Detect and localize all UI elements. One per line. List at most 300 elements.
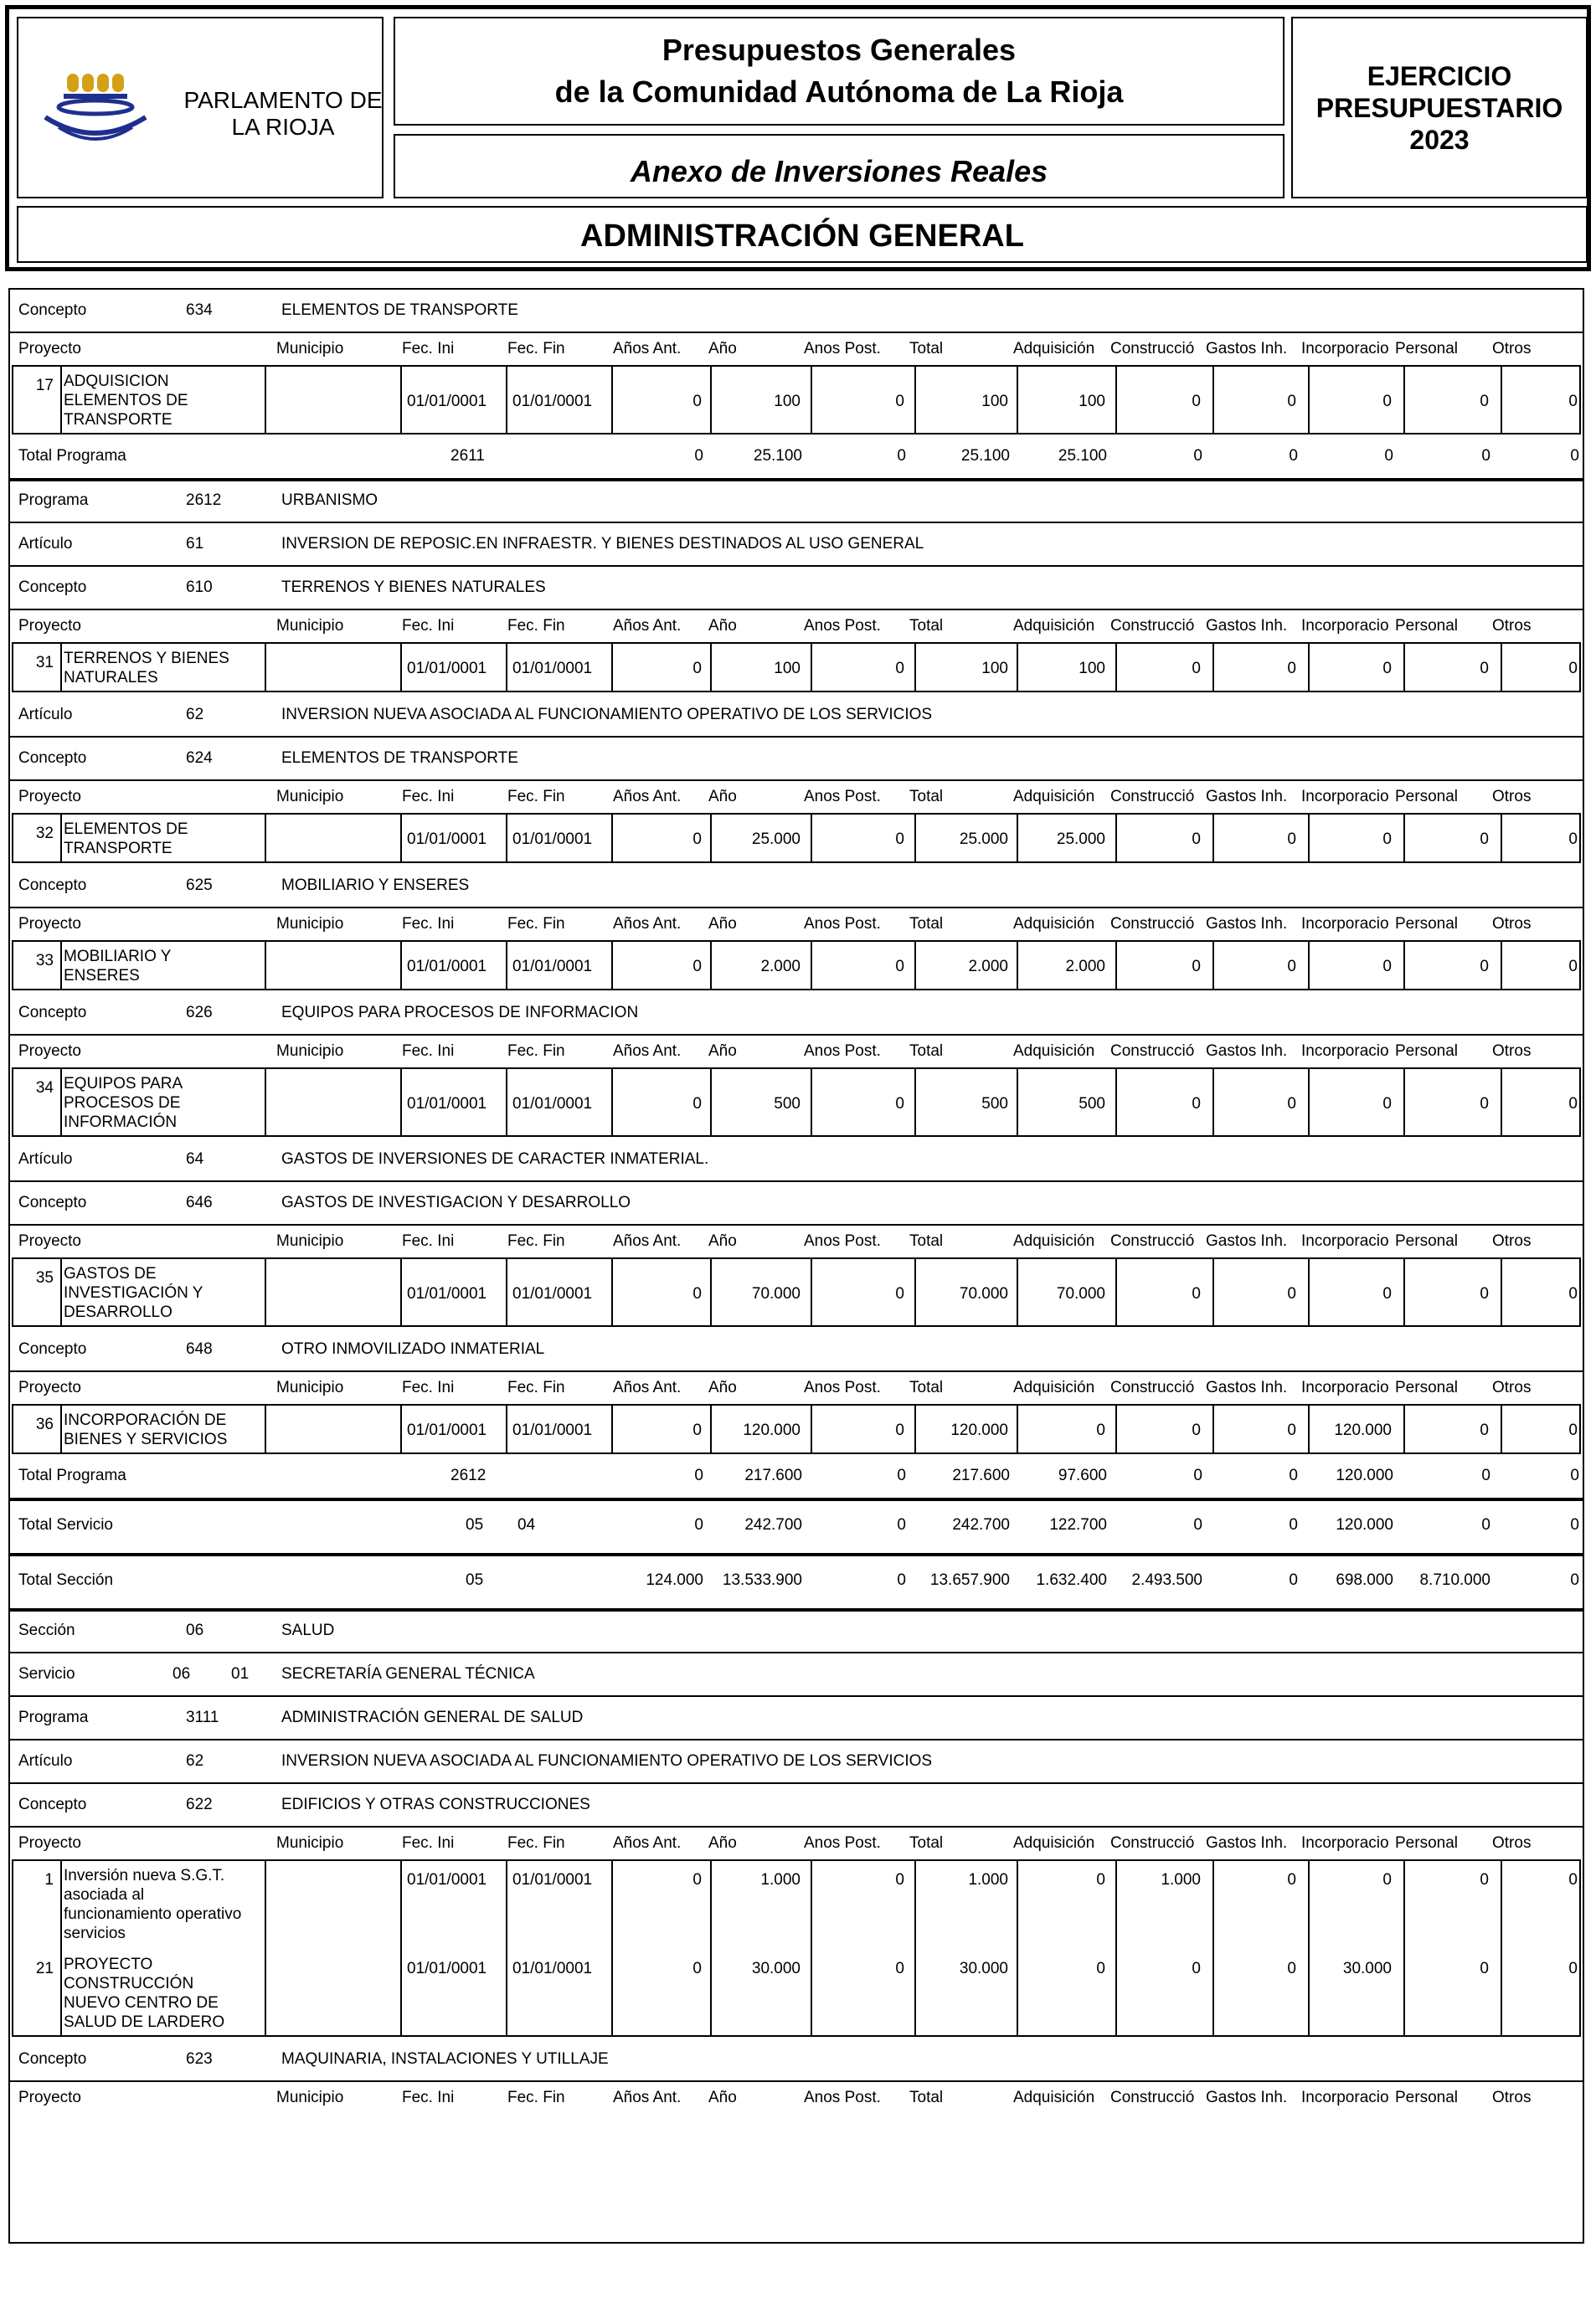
column-header: Municipio (276, 915, 344, 933)
total-value: 0 (897, 447, 906, 465)
row-artculo-64 (8, 1137, 1584, 1180)
column-header: Años Ant. (613, 340, 682, 357)
cell-border (914, 644, 916, 691)
cell-border (1501, 1259, 1502, 1325)
column-header: Otros (1492, 617, 1532, 635)
column-header-row (8, 1826, 1584, 1859)
amount-value: 120.000 (743, 1422, 801, 1439)
project-name-line: TERRENOS Y BIENES (64, 650, 229, 667)
cell-border (1501, 1406, 1502, 1452)
row-label: Concepto (18, 1194, 87, 1211)
row-code: 626 (186, 1004, 213, 1021)
column-header: Otros (1492, 1232, 1532, 1250)
row-code: 625 (186, 877, 213, 894)
project-name-line: GASTOS DE (64, 1265, 157, 1283)
column-header-row (8, 332, 1584, 365)
cell-border (60, 1259, 62, 1325)
row-description: OTRO INMOVILIZADO INMATERIAL (281, 1340, 545, 1358)
column-header: Fec. Ini (402, 1834, 455, 1852)
amount-value: 0 (1287, 830, 1296, 848)
column-header: Otros (1492, 788, 1532, 805)
project-name-line: TRANSPORTE (64, 840, 172, 857)
project-box (12, 1257, 1581, 1327)
cell-border (811, 1259, 812, 1325)
cell-border (1212, 1861, 1214, 2035)
amount-value: 500 (774, 1094, 801, 1113)
column-header: Personal (1395, 915, 1458, 933)
amount-value: 0 (1382, 660, 1392, 677)
row-code: 3111 (186, 1709, 219, 1726)
column-header: Anos Post. (804, 617, 881, 635)
row-code2: 01 (231, 1665, 250, 1683)
total-value: 0 (1384, 447, 1393, 465)
amount-value: 0 (1480, 392, 1489, 410)
cell-border (914, 942, 916, 989)
total-code: 2611 (450, 447, 485, 465)
column-header: Total (909, 2089, 944, 2106)
cell-border (265, 942, 266, 989)
project-number: 1 (44, 1871, 54, 1889)
amount-value: 0 (1287, 1284, 1296, 1303)
column-header: Anos Post. (804, 1232, 881, 1250)
cell-border (1115, 367, 1117, 433)
row-code: 610 (186, 578, 213, 596)
cell-border (1212, 942, 1214, 989)
cell-border (914, 1406, 916, 1452)
column-header: Anos Post. (804, 788, 881, 805)
cell-border (1501, 367, 1502, 433)
amount-value: 0 (895, 1960, 904, 1977)
amount-value: 30.000 (751, 1960, 801, 1977)
cell-border (914, 367, 916, 433)
fec-fin: 01/01/0001 (512, 1871, 593, 1889)
row-label: Concepto (18, 749, 87, 767)
cell-border (506, 1259, 507, 1325)
column-header: Adquisición (1013, 617, 1095, 635)
amount-value: 0 (1480, 1960, 1489, 1977)
cell-border (506, 1861, 507, 2035)
cell-border (914, 815, 916, 861)
column-header-row (8, 2080, 1584, 2114)
column-header: Año (708, 1834, 737, 1852)
column-header: Gastos Inh. (1206, 617, 1288, 635)
cell-border (1501, 1069, 1502, 1135)
cell-border (506, 815, 507, 861)
cell-border (1403, 644, 1405, 691)
cell-border (1017, 1406, 1018, 1452)
total-value: 25.100 (1058, 447, 1107, 465)
amount-value: 0 (1568, 830, 1578, 848)
cell-border (265, 367, 266, 433)
cell-border (506, 942, 507, 989)
fec-ini: 01/01/0001 (407, 392, 487, 410)
total-value: 0 (694, 1467, 703, 1484)
row-description: INVERSION NUEVA ASOCIADA AL FUNCIONAMIENTO OPERATIVO DE LOS SERVICIOS (281, 706, 933, 723)
row-concepto-622 (8, 1782, 1584, 1826)
project-number: 35 (35, 1269, 54, 1287)
column-header: Personal (1395, 1042, 1458, 1060)
amount-value: 2.000 (968, 958, 1008, 975)
cell-border (60, 367, 62, 433)
column-header: Municipio (276, 2089, 344, 2106)
cell-border (1115, 1861, 1117, 2035)
column-header: Años Ant. (613, 2089, 682, 2106)
project-name-line: asociada al (64, 1886, 145, 1904)
cell-border (1403, 1406, 1405, 1452)
row-artculo-62 (8, 1739, 1584, 1782)
amount-value: 0 (1096, 1960, 1105, 1977)
row-programa-2612 (8, 478, 1584, 522)
cell-border (710, 1861, 712, 2035)
cell-border (400, 942, 402, 989)
column-header: Anos Post. (804, 2089, 881, 2106)
column-header: Municipio (276, 1232, 344, 1250)
column-header: Proyecto (18, 1232, 81, 1250)
row-code: 64 (186, 1150, 204, 1168)
amount-value: 100 (981, 392, 1008, 410)
cell-border (506, 1406, 507, 1452)
cell-border (60, 1861, 62, 2035)
row-description: URBANISMO (281, 491, 378, 509)
amount-value: 0 (1287, 1960, 1296, 1977)
fec-fin: 01/01/0001 (512, 660, 593, 677)
total-value: 0 (1289, 447, 1298, 465)
row-description: TERRENOS Y BIENES NATURALES (281, 578, 546, 596)
cell-border (400, 1259, 402, 1325)
row-description: MAQUINARIA, INSTALACIONES Y UTILLAJE (281, 2050, 609, 2068)
total-value: 0 (1481, 1467, 1490, 1484)
row-label: Concepto (18, 877, 87, 894)
cell-border (611, 942, 613, 989)
cell-border (710, 942, 712, 989)
cell-border (611, 1406, 613, 1452)
column-header: Fec. Fin (507, 915, 565, 933)
column-header: Proyecto (18, 1834, 81, 1852)
column-header: Municipio (276, 1042, 344, 1060)
amount-value: 100 (1079, 660, 1105, 677)
column-header: Fec. Fin (507, 1232, 565, 1250)
column-header: Adquisición (1013, 915, 1095, 933)
cell-border (1115, 815, 1117, 861)
project-name-line: SALUD DE LARDERO (64, 2013, 225, 2031)
row-description: GASTOS DE INVERSIONES DE CARACTER INMATERIAL. (281, 1150, 709, 1168)
cell-border (400, 367, 402, 433)
column-header: Gastos Inh. (1206, 915, 1288, 933)
amount-value: 25.000 (751, 830, 801, 848)
amount-value: 0 (1192, 1960, 1201, 1977)
column-header: Fec. Fin (507, 1834, 565, 1852)
column-header: Construcció (1110, 915, 1195, 933)
column-header: Proyecto (18, 915, 81, 933)
amount-value: 0 (1480, 1094, 1489, 1113)
total-value: 0 (1481, 1516, 1490, 1534)
row-artculo-61 (8, 522, 1584, 565)
column-header: Proyecto (18, 788, 81, 805)
column-header: Construcció (1110, 340, 1195, 357)
row-concepto-610 (8, 565, 1584, 609)
cell-border (1403, 367, 1405, 433)
total-value: 0 (1289, 1516, 1298, 1534)
cell-border (1501, 942, 1502, 989)
amount-value: 0 (1287, 958, 1296, 975)
cell-border (1115, 1069, 1117, 1135)
column-header: Años Ant. (613, 1379, 682, 1396)
cell-border (400, 1861, 402, 2035)
row-label: Artículo (18, 1752, 73, 1770)
cell-border (506, 1069, 507, 1135)
cell-border (265, 815, 266, 861)
row-description: MOBILIARIO Y ENSERES (281, 877, 470, 894)
column-header: Año (708, 1042, 737, 1060)
cell-border (811, 1406, 812, 1452)
total-value: 8.710.000 (1419, 1571, 1490, 1589)
ejercicio-box (1291, 17, 1588, 198)
column-header: Construcció (1110, 2089, 1195, 2106)
column-header: Año (708, 1232, 737, 1250)
cell-border (710, 1406, 712, 1452)
total-value: 122.700 (1049, 1516, 1107, 1534)
column-header: Proyecto (18, 617, 81, 635)
column-header: Fec. Ini (402, 1042, 455, 1060)
fec-ini: 01/01/0001 (407, 830, 487, 848)
column-header: Adquisición (1013, 788, 1095, 805)
amount-value: 0 (692, 1960, 702, 1977)
ejercicio-line2: PRESUPUESTARIO (1315, 92, 1563, 123)
amount-value: 0 (1480, 830, 1489, 848)
amount-value: 0 (1192, 392, 1201, 410)
row-code: 622 (186, 1796, 213, 1813)
total-value: 13.533.900 (722, 1571, 802, 1589)
cell-border (1115, 1259, 1117, 1325)
amount-value: 0 (692, 958, 702, 975)
column-header-row (8, 1034, 1584, 1067)
project-name-line: MOBILIARIO Y (64, 948, 172, 965)
amount-value: 0 (1480, 1284, 1489, 1303)
cell-border (265, 644, 266, 691)
total-code: 05 (466, 1571, 484, 1589)
total-value: 0 (1570, 1571, 1579, 1589)
total-value: 242.700 (744, 1516, 802, 1534)
column-header: Año (708, 788, 737, 805)
column-header-row (8, 1224, 1584, 1257)
amount-value: 500 (981, 1094, 1008, 1113)
column-header: Construcció (1110, 1232, 1195, 1250)
total-value: 217.600 (744, 1467, 802, 1484)
project-name-line: BIENES Y SERVICIOS (64, 1431, 228, 1448)
column-header: Adquisición (1013, 1834, 1095, 1852)
amount-value: 0 (1287, 1422, 1296, 1439)
total-value: 0 (1289, 1571, 1298, 1589)
column-header: Total (909, 1232, 944, 1250)
column-header: Fec. Fin (507, 788, 565, 805)
column-header: Fec. Fin (507, 2089, 565, 2106)
column-header: Otros (1492, 1834, 1532, 1852)
column-header: Proyecto (18, 2089, 81, 2106)
project-name-line: NUEVO CENTRO DE (64, 1994, 219, 2012)
column-header: Total (909, 788, 944, 805)
column-header: Anos Post. (804, 915, 881, 933)
total-value: 0 (694, 447, 703, 465)
column-header: Incorporacio (1301, 617, 1389, 635)
row-description: SALUD (281, 1622, 335, 1639)
fec-fin: 01/01/0001 (512, 1960, 593, 1977)
project-name-line: TRANSPORTE (64, 411, 172, 429)
row-label: Concepto (18, 301, 87, 319)
column-header: Construcció (1110, 1042, 1195, 1060)
amount-value: 0 (692, 1422, 702, 1439)
cell-border (811, 942, 812, 989)
title-box (394, 17, 1285, 126)
amount-value: 0 (692, 1284, 702, 1303)
column-header: Adquisición (1013, 1232, 1095, 1250)
column-header: Otros (1492, 915, 1532, 933)
total-value: 698.000 (1336, 1571, 1393, 1589)
amount-value: 0 (1382, 1871, 1392, 1889)
amount-value: 70.000 (959, 1284, 1008, 1303)
cell-border (811, 815, 812, 861)
amount-value: 0 (1096, 1422, 1105, 1439)
cell-border (1115, 942, 1117, 989)
total-value: 0 (1289, 1467, 1298, 1484)
org-box (17, 17, 384, 198)
cell-border (1403, 942, 1405, 989)
total-value: 0 (1570, 1467, 1579, 1484)
project-name-line: EQUIPOS PARA (64, 1075, 183, 1093)
cell-border (1501, 1861, 1502, 2035)
column-header: Fec. Fin (507, 1042, 565, 1060)
amount-value: 0 (1192, 830, 1201, 848)
cell-border (1017, 1069, 1018, 1135)
project-number: 32 (35, 825, 54, 842)
column-header: Fec. Ini (402, 1232, 455, 1250)
column-header: Fec. Ini (402, 2089, 455, 2106)
cell-border (60, 1406, 62, 1452)
project-name (64, 1411, 261, 1449)
investment-table (8, 288, 1584, 2244)
column-header: Gastos Inh. (1206, 1232, 1288, 1250)
amount-value: 0 (895, 1422, 904, 1439)
amount-value: 0 (692, 830, 702, 848)
column-header: Total (909, 340, 944, 357)
row-concepto-648 (8, 1327, 1584, 1370)
total-programa (8, 1454, 1584, 1498)
row-concepto-623 (8, 2037, 1584, 2080)
total-value: 25.100 (960, 447, 1010, 465)
project-name-line: NATURALES (64, 669, 158, 686)
amount-value: 0 (1480, 1871, 1489, 1889)
cell-border (1212, 1069, 1214, 1135)
cell-border (400, 815, 402, 861)
column-header: Personal (1395, 340, 1458, 357)
amount-value: 120.000 (950, 1422, 1008, 1439)
column-header: Años Ant. (613, 915, 682, 933)
cell-border (1501, 815, 1502, 861)
amount-value: 0 (1568, 958, 1578, 975)
cell-border (611, 1069, 613, 1135)
row-label: Artículo (18, 535, 73, 553)
row-concepto-634 (8, 288, 1584, 332)
project-box (12, 1067, 1581, 1137)
row-concepto-625 (8, 863, 1584, 907)
column-header: Años Ant. (613, 1232, 682, 1250)
amount-value: 25.000 (959, 830, 1008, 848)
column-header: Anos Post. (804, 1379, 881, 1396)
column-header: Municipio (276, 788, 344, 805)
row-concepto-646 (8, 1180, 1584, 1224)
cell-border (60, 644, 62, 691)
column-header: Incorporacio (1301, 788, 1389, 805)
project-box (12, 642, 1581, 692)
total-value: 0 (1193, 447, 1202, 465)
cell-border (611, 644, 613, 691)
amount-value: 70.000 (751, 1284, 801, 1303)
column-header: Personal (1395, 1379, 1458, 1396)
column-header: Gastos Inh. (1206, 2089, 1288, 2106)
amount-value: 0 (692, 1871, 702, 1889)
project-name-line: PROYECTO (64, 1956, 153, 1973)
total-programa (8, 434, 1584, 478)
project-name (64, 1955, 261, 2032)
amount-value: 100 (774, 392, 801, 410)
cell-border (265, 1259, 266, 1325)
cell-border (611, 367, 613, 433)
total-label: Total Programa (18, 447, 126, 465)
cell-border (811, 1069, 812, 1135)
cell-border (265, 1861, 266, 2035)
column-header: Fec. Fin (507, 1379, 565, 1396)
amount-value: 100 (774, 660, 801, 677)
column-header: Gastos Inh. (1206, 1834, 1288, 1852)
column-header: Construcció (1110, 1834, 1195, 1852)
row-description: ELEMENTOS DE TRANSPORTE (281, 749, 518, 767)
column-header: Año (708, 915, 737, 933)
project-name (64, 372, 261, 429)
project-box (12, 1404, 1581, 1454)
column-header: Anos Post. (804, 1834, 881, 1852)
row-seccin-06 (8, 1608, 1584, 1652)
row-code: 06 (186, 1622, 204, 1639)
fec-fin: 01/01/0001 (512, 958, 593, 975)
column-header: Personal (1395, 1232, 1458, 1250)
cell-border (1212, 367, 1214, 433)
column-header: Años Ant. (613, 1042, 682, 1060)
amount-value: 0 (895, 958, 904, 975)
amount-value: 0 (895, 1094, 904, 1113)
column-header: Municipio (276, 340, 344, 357)
cell-border (811, 367, 812, 433)
column-header: Gastos Inh. (1206, 1379, 1288, 1396)
total-value: 0 (694, 1516, 703, 1534)
total-value: 0 (897, 1467, 906, 1484)
row-code: 634 (186, 301, 213, 319)
cell-border (1308, 367, 1310, 433)
amount-value: 2.000 (760, 958, 801, 975)
row-programa-3111 (8, 1695, 1584, 1739)
cell-border (710, 367, 712, 433)
total-value: 25.100 (753, 447, 802, 465)
amount-value: 0 (1287, 392, 1296, 410)
row-code: 646 (186, 1194, 213, 1211)
cell-border (710, 815, 712, 861)
amount-value: 0 (1568, 1094, 1578, 1113)
column-header: Municipio (276, 1379, 344, 1396)
project-name-line: ELEMENTOS DE (64, 392, 188, 409)
amount-value: 0 (895, 830, 904, 848)
amount-value: 0 (692, 660, 702, 677)
row-concepto-624 (8, 736, 1584, 779)
cell-border (400, 1406, 402, 1452)
total-secci-n (8, 1553, 1584, 1608)
